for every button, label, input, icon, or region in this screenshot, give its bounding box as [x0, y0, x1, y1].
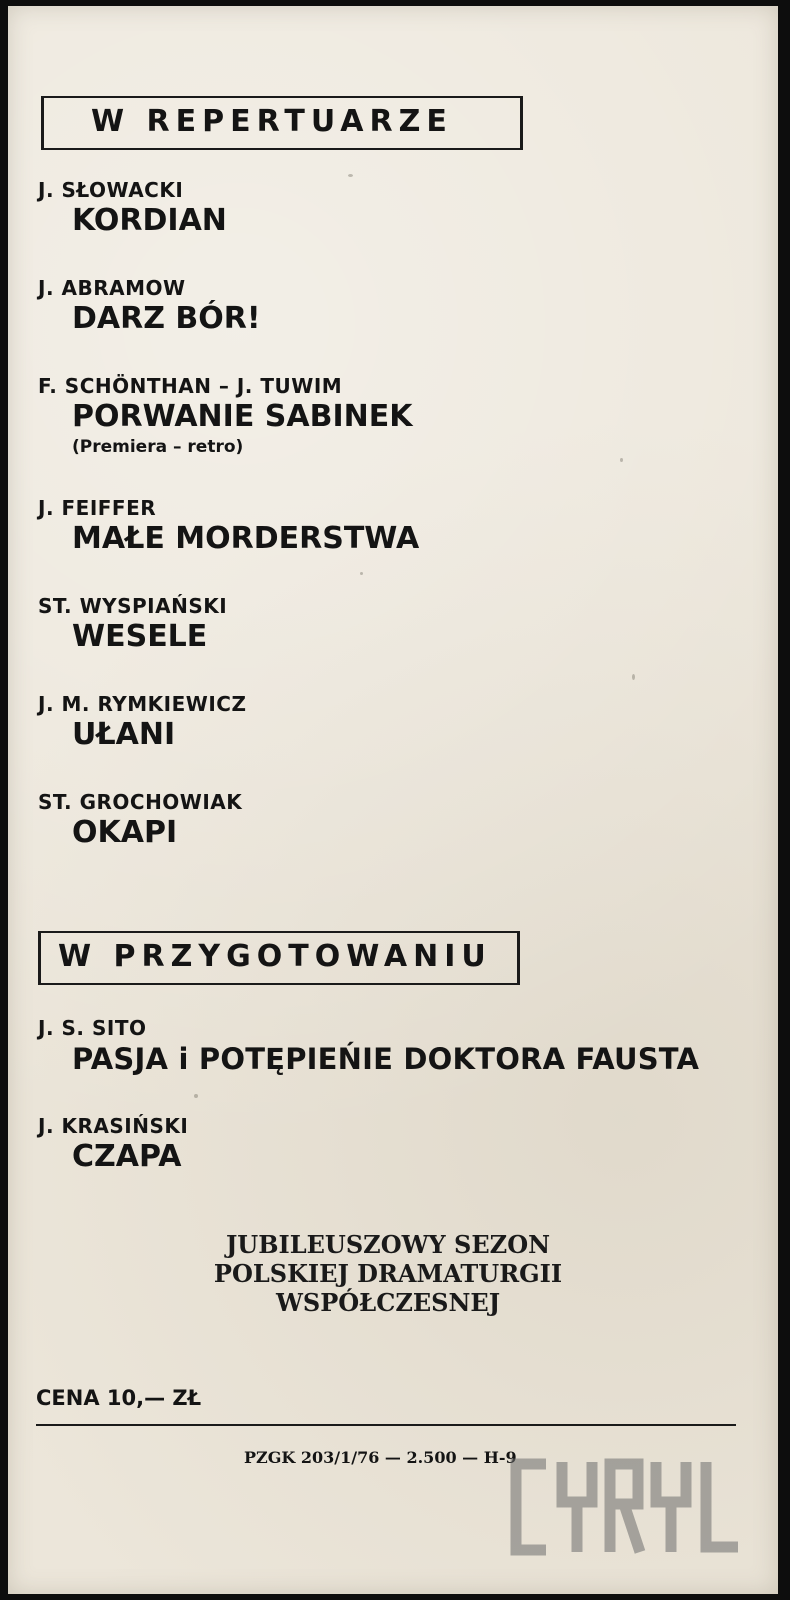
play-author: J. M. RYMKIEWICZ	[38, 692, 247, 716]
repertoire-entry	[38, 276, 261, 338]
play-author: J. S. SITO	[38, 1016, 147, 1040]
preparation-entry	[38, 1114, 188, 1176]
cyryl-watermark-logo	[506, 1442, 766, 1572]
play-title: MAŁE MORDERSTWA	[72, 521, 420, 556]
play-author: ST. GROCHOWIAK	[38, 790, 243, 814]
section-heading-repertoire: W REPERTUARZE	[41, 96, 523, 150]
repertoire-entry	[38, 692, 246, 754]
footer-divider	[36, 1424, 736, 1426]
repertoire-entry	[38, 790, 242, 852]
play-author: F. SCHÖNTHAN – J. TUWIM	[38, 374, 343, 398]
watermark-icon	[506, 1442, 766, 1572]
premiere-note: (Premiera – retro)	[72, 437, 244, 457]
play-author: J. SŁOWACKI	[38, 178, 184, 202]
play-title: OKAPI	[72, 815, 178, 850]
repertoire-entry	[38, 594, 227, 656]
program-page	[8, 6, 778, 1594]
jubilee-line: POLSKIEJ DRAMATURGII	[213, 1259, 563, 1288]
play-title: KORDIAN	[72, 203, 227, 238]
repertoire-entry	[38, 178, 227, 240]
play-author: J. KRASIŃSKI	[38, 1114, 189, 1138]
play-title: WESELE	[72, 619, 208, 654]
section-heading-preparation: W PRZYGOTOWANIU	[38, 931, 520, 985]
play-author: J. ABRAMOW	[38, 276, 186, 300]
jubilee-line: JUBILEUSZOWY SEZON	[225, 1230, 551, 1259]
play-title: PORWANIE SABINEK	[72, 399, 413, 434]
repertoire-entry	[38, 374, 412, 458]
jubilee-season-text	[168, 1230, 608, 1317]
repertoire-entry	[38, 496, 419, 558]
play-author: ST. WYSPIAŃSKI	[38, 594, 228, 618]
play-title: CZAPA	[72, 1139, 182, 1174]
play-author: J. FEIFFER	[38, 496, 157, 520]
preparation-entry	[38, 1016, 699, 1078]
price-label: CENA 10,— ZŁ	[36, 1386, 202, 1410]
print-info: PZGK 203/1/76 — 2.500 — H-9	[244, 1448, 517, 1467]
play-title: UŁANI	[72, 717, 176, 752]
play-title: DARZ BÓR!	[72, 301, 261, 336]
jubilee-line: WSPÓŁCZESNEJ	[275, 1288, 501, 1317]
play-title: PASJA i POTĘPIEŃIE DOKTORA FAUSTA	[72, 1042, 700, 1076]
